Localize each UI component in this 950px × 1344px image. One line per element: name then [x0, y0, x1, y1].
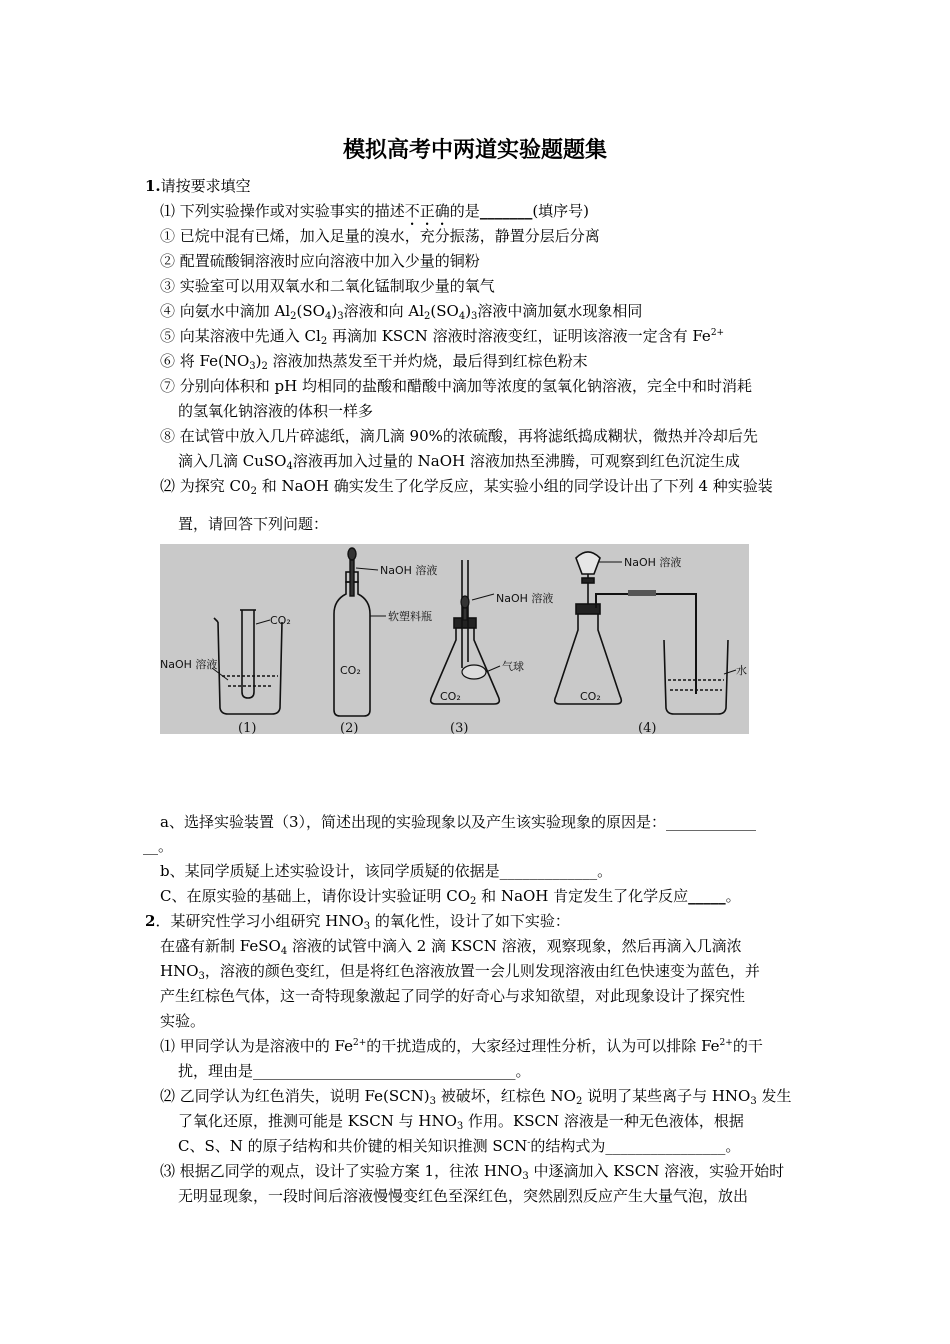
setup-4-naoh-label: NaOH 溶液 [624, 556, 682, 569]
setup-1-co2-label: CO₂ [270, 614, 291, 627]
q2-para-line4: 实验。 [160, 1012, 206, 1030]
setup-3-balloon [462, 665, 486, 679]
setup-4-water-label: 水 [736, 664, 747, 677]
q1-option-8-line1: ⑧ 在试管中放入几片碎滤纸，滴几滴 90%的浓硫酸，再将滤纸捣成糊状，微热并冷却后先 [160, 427, 758, 445]
setup-3-balloon-label: 气球 [502, 660, 524, 673]
q2-para-line2: $HNO_3$，溶液的颜色变红，但是将红色溶液放置一会儿则发现溶液由红色快速变为蓝色，并 [160, 962, 760, 982]
figure-background [160, 544, 749, 734]
page-title: 模拟高考中两道实验题题集 [342, 137, 607, 163]
q1-part2-line2: 置，请回答下列问题： [178, 515, 329, 533]
q1-c-line: C、在原实验的基础上，请你设计实验证明 $CO_2$ 和 NaOH 肯定发生了化学反应_____。 [160, 887, 741, 907]
setup-4-co2-label: CO₂ [580, 690, 601, 703]
q2-s2-line1: ⑵ 乙同学认为红色消失，说明 $Fe(SCN)_3$ 被破坏，红棕色 $NO_2$ 说明了某些离子与 $HNO_3$ 发生 [160, 1087, 792, 1107]
q1-option-2: ② 配置硫酸铜溶液时应向溶液中加入少量的铜粉 [160, 252, 480, 270]
q1-option-5: ⑤ 向某溶液中先通入 $Cl_2$ 再滴加 KSCN 溶液时溶液变红，证明该溶液一定含有 $Fe^{2+}$ [160, 327, 725, 347]
q2-s2-line3: C、S、N 的原子结构和共价键的相关知识推测 SCN-的结构式为________________。 [178, 1137, 741, 1155]
q2-header: 2．某研究性学习小组研究 $HNO_3$ 的氧化性，设计了如下实验： [145, 912, 570, 932]
q2-s3-line2: 无明显现象，一段时间后溶液慢慢变红色至深红色，突然剧烈反应产生大量气泡，放出 [178, 1187, 749, 1205]
q2-s2-line2: 了氧化还原，推测可能是 KSCN 与 $HNO_3$ 作用。KSCN 溶液是一种无色液体，根据 [178, 1112, 744, 1132]
q1-option-1: ① 已烷中混有已烯，加入足量的溴水，充分振荡，静置分层后分离 [160, 227, 600, 245]
q1-option-4: ④ 向氨水中滴加 $Al_2(SO_4)_3$溶液和向 $Al_2(SO_4)_3$溶液中滴加氨水现象相同 [160, 302, 643, 322]
q2-para-line3: 产生红棕色气体，这一奇特现象激起了同学的好奇心与求知欲望，对此现象设计了探究性 [160, 987, 746, 1005]
setup-2-co2-label: CO₂ [340, 664, 361, 677]
setup-2-naoh-label: NaOH 溶液 [380, 564, 438, 577]
caption-1: (1) [238, 721, 257, 734]
q1-option-7-line1: ⑦ 分别向体积和 pH 均相同的盐酸和醋酸中滴加等浓度的氢氧化钠溶液，完全中和时消耗 [160, 377, 752, 395]
caption-2: (2) [340, 721, 359, 734]
setup-2-bottle-label: 软塑料瓶 [388, 610, 432, 623]
q2-s1-line1: ⑴ 甲同学认为是溶液中的 $Fe^{2+}$的干扰造成的，大家经过理性分析，认为可以排除 $Fe^{2+}$的干 [160, 1037, 763, 1055]
q2-para-line1: 在盛有新制 FeSO$_4$ 溶液的试管中滴入 2 滴 KSCN 溶液，观察现象，然后再滴入几滴浓 [160, 937, 742, 957]
q1-b-line: b、某同学质疑上述实验设计，该同学质疑的依据是_____________。 [160, 862, 613, 880]
q2-s3-line1: ⑶ 根据乙同学的观点，设计了实验方案 1，往浓 $HNO_3$ 中逐滴加入 KSCN 溶液，实验开始时 [160, 1162, 785, 1182]
q1-header: 1.请按要求填空 [145, 177, 251, 195]
q1-option-7-line2: 的氢氧化钠溶液的体积一样多 [178, 402, 374, 420]
q1-option-3: ③ 实验室可以用双氧水和二氧化锰制取少量的氧气 [160, 277, 495, 295]
caption-3: (3) [450, 721, 469, 734]
setup-4-rubber-tube [628, 590, 656, 596]
setup-3-co2-label: CO₂ [440, 690, 461, 703]
caption-4: (4) [638, 721, 657, 734]
setup-1-naoh-label: NaOH 溶液 [160, 658, 218, 671]
q1-option-6: ⑥ 将 $Fe(NO_3)_2$ 溶液加热蒸发至干并灼烧，最后得到红棕色粉末 [160, 352, 588, 372]
q1-part1-prompt: ⑴ 下列实验操作或对实验事实的描述不正确的是_______(填序号) [160, 202, 590, 220]
setup-3-naoh-label: NaOH 溶液 [496, 592, 554, 605]
q2-s1-line2: 扰，理由是___________________________________。 [178, 1062, 531, 1080]
q1-part2-line1: ⑵ 为探究 $C0_2$ 和 NaOH 确实发生了化学反应，某实验小组的同学设计出了下列 4 种实验装 [160, 477, 773, 497]
apparatus-figure [160, 544, 749, 734]
q1-option-8-line2: 滴入几滴 CuSO$_4$溶液再加入过量的 NaOH 溶液加热至沸腾，可观察到红色沉淀生成 [178, 452, 740, 472]
q1-a-line2: __。 [143, 837, 174, 855]
q1-a-line1: a、选择实验装置（3），简述出现的实验现象以及产生该实验现象的原因是：____________ [160, 813, 756, 831]
